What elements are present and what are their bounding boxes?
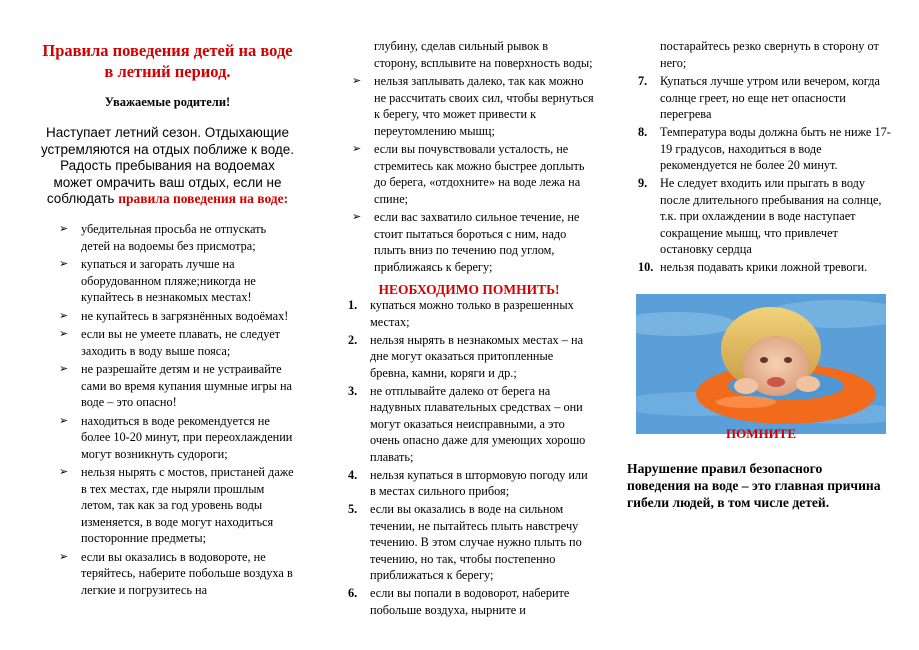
intro-text: Наступает летний сезон. Отдыхающие устремляются на отдых поближе к воде. Радость пребывания на водоемах может омрачить ваш отдых, если не соблюдать — [40, 125, 295, 206]
list-item-text: если вы оказались в водовороте, не теряйтесь, наберите побольше воздуха в легкие и погрузитесь на — [81, 549, 293, 597]
item-number: 8. — [638, 125, 648, 139]
item-number: 9. — [638, 176, 648, 190]
item-text: если вы попали в водоворот, наберите побольше воздуха, нырните и — [370, 586, 570, 617]
list-item-text: если вас захватило сильное течение, не стоит пытаться бороться с ним, надо плыть вниз по течению под углом, приближаясь к берегу; — [374, 210, 580, 274]
numbered-item — [348, 585, 594, 618]
item-text: нельзя подавать крики ложной тревоги. — [660, 260, 868, 274]
intro-paragraph — [40, 125, 295, 208]
numbered-item — [638, 175, 893, 258]
page-title: Правила поведения детей на воде в летний период. — [42, 41, 293, 81]
list-item — [55, 413, 295, 463]
list-item-continuation: постарайтесь резко свернуть в сторону от него; — [660, 39, 879, 70]
list-item — [348, 141, 594, 207]
arrow-list-1 — [55, 221, 295, 600]
numbered-item — [638, 73, 893, 123]
numbered-item — [348, 467, 594, 500]
rules-label: правила поведения на воде: — [118, 191, 289, 206]
arrow-bullet-icon: ➢ — [59, 414, 69, 427]
list-item-text: если вы почувствовали усталость, не стремитесь как можно быстрее доплыть до берега, «отдохните» на воде лежа на спине; — [374, 142, 585, 206]
numbered-list-1 — [348, 297, 594, 620]
list-item-text: не купайтесь в загрязнённых водоёмах! — [81, 308, 289, 323]
list-item — [348, 73, 594, 139]
child-swim-ring-photo — [636, 294, 886, 434]
list-item-text: находиться в воде рекомендуется не более 10-20 минут, при переохлаждении могут возникнуть судороги; — [81, 413, 293, 461]
item-number: 7. — [638, 74, 648, 88]
list-item — [55, 549, 295, 599]
item-text: купаться можно только в разрешенных местах; — [370, 298, 574, 329]
photo-illustration — [636, 294, 886, 434]
arrow-bullet-icon: ➢ — [59, 309, 69, 322]
item-number: 4. — [348, 467, 358, 482]
numbered-item — [638, 124, 893, 174]
item-text: нельзя купаться в штормовую погоду или в местах сильного прибоя; — [370, 467, 588, 498]
item-number: 1. — [348, 298, 358, 312]
arrow-bullet-icon: ➢ — [59, 550, 69, 563]
arrow-bullet-icon: ➢ — [59, 258, 69, 270]
item-text: Температура воды должна быть не ниже 17-19 градусов, находиться в воде рекомендуется не более 20 минут. — [660, 125, 891, 172]
arrow-bullet-icon: ➢ — [59, 466, 69, 478]
arrow-bullet-icon: ➢ — [352, 211, 362, 223]
item-text: нельзя нырять в незнакомых местах – на дне могут оказаться притопленные бревна, камни, коряги и др.; — [370, 332, 584, 380]
list-item — [55, 361, 295, 411]
list-item — [348, 209, 594, 275]
item-number: 5. — [348, 502, 358, 516]
item-number: 10. — [638, 260, 654, 274]
numbered-item — [348, 297, 594, 330]
item-number: 3. — [348, 383, 358, 398]
list-item — [55, 256, 295, 306]
item-text: Не следует входить или прыгать в воду после длительного пребывания на солнце, т.к. при охлаждении в воде наступает сокращение мышц, что привлечет остановку сердца — [660, 176, 882, 256]
list-item — [55, 464, 295, 547]
list-item-text: нельзя заплывать далеко, так как можно не рассчитать своих сил, чтобы вернуться к берегу, что может привести к переутомлению мышц; — [374, 74, 594, 138]
arrow-bullet-icon: ➢ — [352, 143, 362, 155]
arrow-bullet-icon: ➢ — [352, 75, 362, 87]
arrow-bullet-icon: ➢ — [59, 363, 69, 375]
list-item-text: не разрешайте детям и не устраивайте сами во время купания шумные игры на воде – это опасно! — [81, 362, 293, 409]
arrow-bullet-icon: ➢ — [59, 223, 69, 235]
list-item-continuation: глубину, сделав сильный рывок в сторону, всплывите на поверхность воды; — [374, 39, 593, 70]
arrow-bullet-icon: ➢ — [59, 328, 69, 340]
list-item — [55, 221, 295, 254]
item-text: Купаться лучше утром или вечером, когда солнце греет, но еще нет опасности перегрева — [660, 74, 880, 121]
list-item — [55, 308, 295, 325]
warning-text: Нарушение правил безопасного поведения на воде – это главная причина гибели людей, в том числе детей. — [627, 461, 881, 510]
numbered-item — [348, 383, 594, 466]
item-text: не отплывайте далеко от берега на надувных плавательных средствах – они могут оказаться неисправными, а это очень опасно даже для умеющих хорошо плавать; — [370, 383, 586, 464]
numbered-item — [638, 259, 893, 276]
photo-caption: ПОМНИТЕ — [725, 426, 797, 441]
numbered-item — [348, 332, 594, 382]
list-item-text: убедительная просьба не отпускать детей на водоемы без присмотра; — [81, 222, 267, 253]
greeting: Уважаемые родители! — [104, 95, 231, 109]
item-number: 2. — [348, 332, 358, 347]
item-text: если вы оказались в воде на сильном течении, не пытайтесь плыть навстречу течению. В этом случае нужно плыть по течению, но так, чтобы постепенно приближаться к берегу; — [370, 502, 582, 582]
item-number: 6. — [348, 586, 358, 600]
numbered-item — [348, 501, 594, 584]
list-item — [55, 326, 295, 359]
numbered-list-2 — [638, 38, 893, 277]
arrow-list-2 — [348, 38, 594, 277]
list-item-text: если вы не умеете плавать, не следует заходить в воду выше пояса; — [81, 327, 281, 358]
must-remember-heading: НЕОБХОДИМО ПОМНИТЬ! — [378, 282, 560, 297]
list-item-text: купаться и загорать лучше на оборудованном пляже;никогда не купайтесь в незнакомых местах! — [81, 257, 256, 304]
list-item-text: нельзя нырять с мостов, пристаней даже в тех местах, где ныряли прошлым летом, так как за год уровень воды изменяется, в воде могут находиться посторонние предметы; — [81, 465, 294, 545]
